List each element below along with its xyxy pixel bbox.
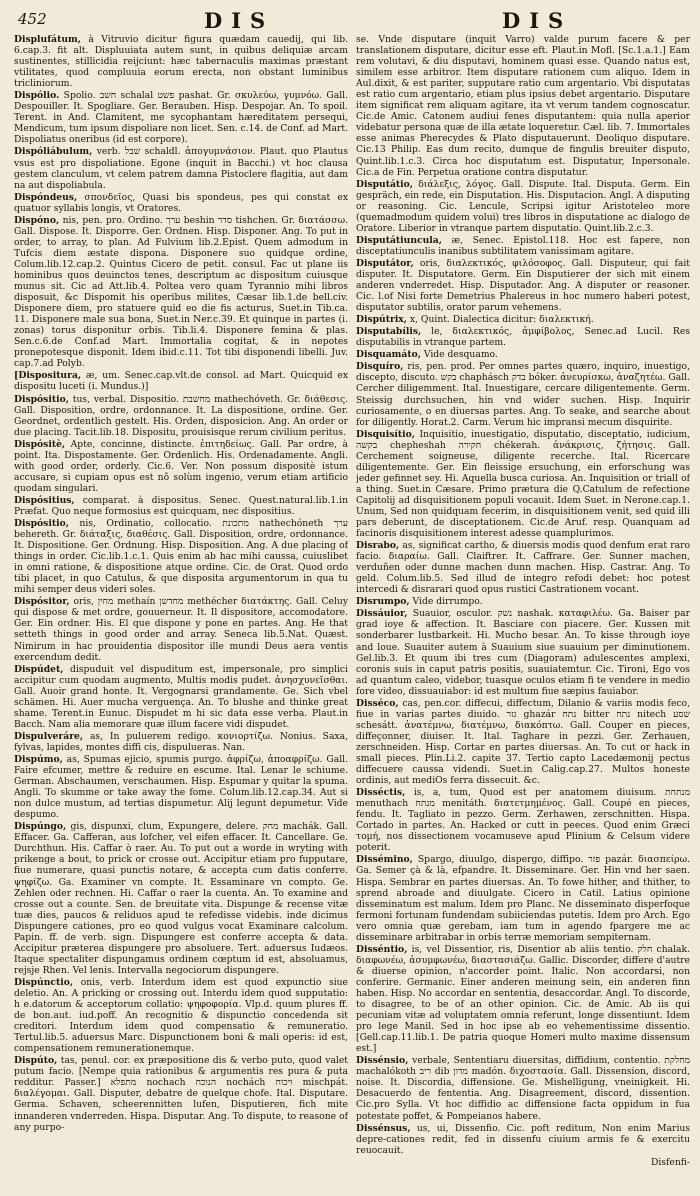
entry-headword: Disputátor, — [356, 257, 414, 269]
entry-headword: Disséctis, — [356, 787, 406, 799]
dictionary-entry — [14, 821, 348, 976]
dictionary-entry — [356, 258, 690, 313]
entry-headword: Dissénsio, — [356, 1055, 409, 1067]
entry-headword: Disputátiuncula, — [356, 234, 442, 246]
entry-text: oris, מחין methaín מחדשן methécher διατάκτης. Gall. Celuy qui dispose & met ordre, gouuerneur. It. Il dispositore, accomodatore. Ger. Ein ordner. His. El que dispone y pone en partes. Ang. He that setteth things in good order and array. Seneca lib.5.Nat. Quæst. Nimirum in hac prouidentia dispositor ille mundi Deus aera ventis exercendum dedit. — [14, 596, 348, 663]
dictionary-entry — [356, 361, 690, 427]
entry-text: tus, verbal. Dispositio. מחשבת mathechóveth. Gr. διάθεσις. Gall. Disposition, ordre, ordonnance. It. La dispositione, ordine. Ger. Geordnet, ordentlich gestelt. His. Orden, disposicion. Ang. An order or due placing. Tacit.lib.18. Dispositu, prouisisque rerum civilium peritus. — [14, 393, 348, 438]
entry-headword: Dispósitio, — [14, 518, 69, 530]
entry-text: us, ui, Dissenfio. Cic. poft reditum, Non enim Marius depre-cationes redit, fed in dissenfu ciuium armis fe & exercitu reuocauit. — [356, 1122, 690, 1156]
columns — [14, 34, 690, 1184]
entry-headword: Disquíro, — [356, 361, 404, 373]
entry-text: as, In puluerem redigo. κονιορτίζω. Nonius. Saxa, fylvas, lapides, montes diffi cis, dispulueras. Nan. — [14, 730, 348, 753]
dictionary-entry — [14, 518, 348, 595]
entry-headword: Dissémino, — [356, 854, 413, 866]
dictionary-entry — [356, 854, 690, 942]
dictionary-entry — [356, 179, 690, 234]
right-column — [356, 34, 690, 1184]
entry-text: nis, pen. pro. Ordino. ערך beshin סדר tishchen. Gr. διατάσσω. Gall. Dispose. It. Disporre. Ger. Ordnen. Hisp. Disponer. Ang. To put in order, to array, to plan. Ad Fulvium lib.2.Epist. Quem admodum in Tufcis diem æstate dispona. Disponere suo quidque ordine, Colum.lib.12.cap.2. Quintus Cicero de petit. consul. Fac ut plane iis hominibus quos deuinctos tenes, descriptum ac dispositum cuiusque munus sit. Cic ad Att.lib.4. Poltea vero quam Tyrannio mihi libros disposuit, &c Dispomit his operibus milites, Cæsar lib.1.de bell.civ. Disponere diem, pro statuere quid eo die fis acturus, Suet.in Tib.ca. 11. Disponere male sua bona, Suet.in Ner.c.39. Et quinque in partes (i. zonas) torus disponitur orbis. Tib.li.4. Disponere femina & plas. Sen.c.6.de Conf.ad Mart. Immortalia cogitat, & in nepotes pronepotesque disponit. Idem ibid.c.11. Tot tibi disponendi libelli. Juv. cap.7.ad Polyb. — [14, 214, 348, 370]
dictionary-entry — [14, 394, 348, 438]
entry-text: Apte, concinne, distincte. ἐπιτηδείως. Gall. Par ordre, à point. Ita. Dispostamente. Ger. Ordenlich. His. Ordenadamente. Angli. with good order, orderly. Cic.6. Ver. Non possum dispositè istum accusare, si cupiam opus est nõ solùm ingenio, verum etiam artificio quodam singulari. — [14, 438, 348, 494]
entry-headword: Disputátio, — [356, 178, 413, 190]
entry-text: verb. שבל schaldl. ἀπογυμνάσιον. Plaut. quo Plautus vsus est pro dispoliatione. Egone (inquit in Bacchi.) vt hoc clausa gestem clanculum, vt celem patrem damna Pistoclere flagitia, aut dam na aut dispoliabula. — [14, 146, 348, 191]
entry-headword: Disquisítio, — [356, 428, 415, 440]
entry-text: Vide desquamo. — [423, 349, 498, 361]
entry-text: as, Spumas ejicio, spumis purgo. ἀφρίζω, ἀποαφρίζω. Gall. Faire efcumer, mettre & reduire en escume. Ital. Lenar le schiume. German. Abschaumen, verschaumen. Hisp. Espumar y quitar la spuma. Angli. To skumme or take away the fome. Colum.lib.12.cap.34. Aut si non dulce mustum, ad tertias dispumetur. Alij legunt depumetur. Vide despumo. — [14, 754, 348, 821]
running-head-left: DIS — [204, 8, 275, 33]
entry-headword: Disquamáto, — [356, 349, 421, 361]
entry-text: le, διαλεκτικός, ἀμφίβολος, Senec.ad Lucil. Res disputabilis in vtranque partem. — [356, 326, 690, 349]
entry-text: διάλεξις, λόγος. Gall. Dispute. Ital. Disputa. Germ. Ein gespräch, ein rede, ein Disputation. His. Disputacion. Angl. A disputing or reasoning. Cic. Lencule, Scripsi igitur Aristoteleo more (quemadmodum quidem volui) tres libros in disputatione ac dialogo de Oratore. Liberior in vtranque partem disputatio. Quint.lib.2.c.3. — [356, 178, 690, 234]
entry-headword: Dispúmo, — [14, 754, 63, 765]
entry-headword: Dispósitio, — [14, 393, 69, 405]
entry-text: Suauior, osculor. נשק nashak. καταφιλέω. Ga. Baiser par grad ioye & affection. It. Basciare con piacere. Ger. Kussen mit sonderbarer lustbarkeit. Hi. Mucho besar. An. To kisse through ioye and loue. Suauiter autem à Suauium siue suauium per diminutionem. Gel.lib.3. Et quum ibi tres cum (Diagoram) adulescentes amplexi, coronis suis in caput patris positis, suauiatemtur. Cic. Tironi, Ego vos ad quantum caleo, videbor, tuasque oculos etiam fi te vendere in medio fore video, dissuauiabor: id est multum fiue sæpius fauiabor. — [356, 608, 690, 697]
entry-headword: Dispósitor, — [14, 596, 70, 608]
entry-headword: Dispólio. — [14, 90, 60, 102]
entry-headword: Dissénsus, — [356, 1122, 411, 1134]
entry-headword: Dispútrix, — [356, 314, 407, 326]
dictionary-entry — [356, 349, 690, 360]
entry-text: Spargo, diuulgo, dispergo, diffipo. פזר pazár. διασπείρω. Ga. Semer çà & là, efpandre. It. Disseminare. Ger. Hin vnd her saen. Hispa. Sembrar en partes diuersas. An. To fowe hither, and thither, to sprend abroade and diuulgate. Cicero in Catil. Latius opinione disseminatum est malum. Idem pro Planc. Ne disseminato disperfoque fermoni fortunam fundendam subiiciendas putetis. Idem pro Arch. Ego vero omnia quæ gerebam, iam tum in agendo fpargere me ac disseminare arbitrabar in orbis terræ memoriam sempiternam. — [356, 854, 690, 943]
entry-text: comparat. à dispositus. Senec. Quest.natural.lib.1.in Præfat. Quo neque formosius est quicquam, nec dispositius. — [14, 494, 348, 517]
entry-text: ris, pen. prod. Per omnes partes quæro, inquiro, inuestigo, discepto, discuto. בקש chaphásch בדק bóker. ἀνευρίσκω, ἀναζητέω. Gall. Cercher diligemment. Ital. Inuestigare, cercare diligentemente. Germ. Steissig durchsuchen, hin vnd wider suchen. Hisp. Inquirir curiosamente, o en diuersas partes. Ang. To seake, and searche about for diligently. Horat.2. Carm. Verum hic impransi mecum disquirite. — [356, 361, 690, 428]
dictionary-entry — [14, 731, 348, 753]
entry-text: x, Quint. Dialectica dicitur: διαλεκτική. — [409, 314, 594, 326]
page-header — [14, 8, 690, 34]
dictionary-entry — [356, 1123, 690, 1156]
dictionary-entry — [356, 314, 690, 325]
entry-headword: [Dispositura, — [14, 370, 82, 382]
dictionary-entry — [356, 540, 690, 595]
entry-text: verbale, Sententiaru diuersitas, diffidium, contentio. מחלקת machalókoth ריב dib מדון madón. διχοστασία. Gall. Dissension, discord, noise. It. Discordia, diffensione. Ge. Mishelligung, vneinigkeit. Hi. Desacuerdo de fententia. Ang. Disagreement, discord, dissention. Cic.pro Sylla. Vt hoc diffidio ac diffensione facta oppidum in fua potestate poffet, & Pompeianos habere. — [356, 1055, 690, 1122]
entry-headword: Displufátum, — [14, 34, 81, 45]
dictionary-entry — [356, 326, 690, 348]
dictionary-entry — [356, 596, 690, 607]
dictionary-entry — [14, 664, 348, 730]
dictionary-entry — [356, 787, 690, 853]
entry-text: gis, dispunxi, clum, Expungere, delere. מחק machák. Gall. Effacer. Ga. Cafferan, aus lofcher, vel eifen effacer. It. Cancellare. Ge. Durchthun. His. Caffar ò raer. Au. To put out a worde in wryting with prikenge a bout, to prick or crosse out. Accipitur etiam pro fupputare, fiue numerare, quasi punctis notare, & accepta cum datis conferre. ψηφίζω. Ga. Examiner vn compte. It. Essaminare vn compto. Ge. Zehlen oder rechnen. Hi. Caffar o raer la cuenta. An. To examine and crosse out a counte. Sen. de breuitate vita. Dispunge & recense vitæ tuæ dies, paucos & reliduos apud te refedisse videbis. inde dicimus Dispungere cationes, pro eo quod vulgus vocat Examinare calcolum. Papin. ff. de verb. sign. Dispungere est conferre accepta & data. Accipitur præterea dispungere pro absoluere. Tert. aduersus Iudæos. Itaque spectaliter dispungamus ordinem cœptum id est, absoluamus, rejsje Rhen. Vel lenis. Intervalla negociorum dispungere. — [14, 821, 348, 976]
dictionary-entry — [14, 596, 348, 662]
dictionary-entry — [356, 429, 690, 539]
page-number: 452 — [18, 10, 47, 28]
entry-headword: Dispulveráre, — [14, 730, 84, 742]
entry-text: æ, um. Senec.cap.vlt.de consol. ad Mart. Quicquid ex dispositu luceti (i. Mundus.)] — [14, 370, 348, 393]
entry-text: Vide dirrumpo. — [412, 596, 483, 608]
entry-text: se. Vnde disputare (inquit Varro) valde purum facere & per translationem disputare, dicitur esse eft. Plaut.in Mofl. [Sc.1.a.1.] Eam rem volutavi, & diu disputavi, hominem quasi esse. Quando natus est, similem esse arbitror. Item disputare rationem cum aliquo. Idem in Aul.dixit, & est pariter, supputare ratio cum argentario. Vbi disputatas est ratio cum argentario, etiam plus ipsius debet argentario. Disputare item significat rem aliquam agitare, ita vt verum tandem cognoscatur. Cic.de Amic. Catonem audiui fenes disputantem: quia nulla aperior videbatur persona quæ de illa ætate loqueretur. Cæl. lib. 7. Immortales esse animas Pherecydes & Plato disputauerunt. Deoliquo disputare. Cic.13 Philip. Eas dum recito, dumque de fingulis breuiter disputo, Quint.lib.1.c.3. Circa hoc disputatum est. Disputatur, Inpersonale. Cic.a de Fin. Perpetua oratione contra disputatur. — [356, 34, 690, 178]
dictionary-entry — [14, 370, 348, 392]
dictionary-entry — [14, 34, 348, 89]
dictionary-entry — [14, 192, 348, 214]
entry-text: is, vel Dissentior, ris, Disentior ab aliis tentio. חלק chalak. διαφωνέω, ἀσυμφωνέω, διαστασιάζω. Gallic. Discorder, differe d'autre & diuerse opinion, n'accorder point. Italic. Non accordarsi, non conferire. Germanic. Einer anderen meinung sein, ein anderen finn haben. Hisp. No accordar en sententia, desaccordar. Angl. To discorde, to disagree, to be of an other opinion. Cic. de Amic. Ab iis qui pecuniam vitæ ad voluptatem omnia referunt, longe dissentiunt. Idem pro lege Manil. Sed in hoc ipse ab eo vehementissime dissentio. [Gell.cap.11.lib.1. De patria quoque Homeri multo maxime dissensum est.] — [356, 943, 690, 1055]
entry-headword: Disputabílis, — [356, 326, 422, 338]
entry-text: oris, διαλεκτικός, φιλόσοφος. Gall. Disputeur, qui fait disputer. It. Disputatore. Germ. Ein Disputierer der sich mit einem anderen vnderredet. Hisp. Disputador. Ang. A disputer or reasoner. Cic. l.of Nisi forte Demetrius Phalereus in hoc numero haberi potest, disputator subtilis, orator parum vehemens. — [356, 257, 690, 314]
dictionary-entry — [356, 608, 690, 696]
dictionary-entry — [14, 754, 348, 820]
entry-text: à Vitruvio dicitur figura quædam cauedij, qui lib. 6.cap.3. fit alt. Displuuiata autem sunt, in quibus deliquiæ arcam sustinentes, stillicidia reijciunt: hæc tabernaculis maximas præstant vtilitates, quod compluuia eorum erecta, non obstant luminibus tricliniorum. — [14, 34, 348, 90]
entry-text: onis, verb. Interdum idem est quod expunctio siue deletio. An. A pricking or crossing out. Interdu idem quod supputatio: h e.datorum & acceptorum collatio: ψηφοφορία. Vlp.d. quum plures ff. de bon.aut. iud.poff. An recognitio & dispunctio concedenda sit creditori. Interdum idem quod compensatio & remuneratio. Tertul.lib.5. aduersus Marc. Dispunctionem boni & mali operis: id est, compensationem remunerationemque. — [14, 976, 348, 1055]
entry-headword: Dispóno, — [14, 214, 60, 226]
catchword: Disfenfi- — [650, 1156, 690, 1168]
entry-headword: Dispóliábulum, — [14, 146, 93, 158]
entry-text: σπονδεῖος, Quasi bis spondeus, pes qui constat ex quatuor syllabis longis, vt Oratores. — [14, 191, 348, 214]
entry-text: as, significat cartho, & diuersis modis quod denfum erat raro facio. διαραίω. Gall. Claiftrer. It. Caffrare. Ger. Sunner machen, verduñen oder dunne machen dunn machen. Hisp. Castrar. Ang. To geld. Colum.lib.5. Sed illud de integro refodi debet: hoc potest intercedi & disrarari quod opus rustici Castrationem vocant. — [356, 540, 690, 596]
entry-text: nis, Ordinatio, collocatio. מתכונת nathechóneth ערך behereth. Gr. διάταξις, διαθέσις. Gall. Disposition, ordre, ordonnance. It. Dispositione. Ger. Ordnung. Hisp. Disposition. Ang. A due placing of things in order. Cic.lib.1.c.1. Quis enim ab hac mihi caussa, cuiuslibet in omni ratione, & dispositione atque ordine. Cic. de Orat. Quod ordo tibi placet, in quo Catulus, & que disposita argumentorum in qua tu mihi semper deus videri soles. — [14, 518, 348, 596]
entry-headword: Dispúdet, — [14, 663, 64, 675]
entry-text: tas, penul. cor. ex præpositione dis & verbo puto, quod valet putum facio. [Nempe quia rationibus & argumentis res pura & puta redditur. Passer.] מתפלא nochach הנוכח nochách ויכוח mischpát. διαλέγομαι. Gall. Disputer, debatre de quelque chofe. Ital. Disputare. Germa. Schaven, scheerennitten lufen, Disputieren, fich mite innanderen vnderreden. Hispa. Disputar. Ang. To dispute, to reasone of any purpo- — [14, 1055, 348, 1133]
left-column — [14, 34, 348, 1184]
entry-text: dispuduit vel dispuditum est, impersonale, pro simplici accipitur cum quodam augmento, Multis modis pudet. ἀνησχυνεῖσθαι. Gall. Auoir grand honte. It. Vergognarsi grandamente. Ge. Sich vbel schämen. Hi. Auer mucha verguença. An. To blushe and thinke great shame. Terent.in Eunuc. Dispudet m hi sic data esse verba. Plaut.in Bacch. Nam alia memorare quæ illum facere vidi dispudet. — [14, 663, 348, 730]
entry-text: cas, pen.cor. diffecui, diffectum, Dilanio & variis modis feco, fiue in varias partes diuido. גזר ghazár נתח bitter נתח nitech שסע schesátt. ἀνατέμνω, διατέμνω, διακόπτω. Gall. Couper en pieces, diffeçonner, diuiser. It. Ital. Taghare in pezzi. Ger. Zerhauen, zerschneiden. Hisp. Cortar en partes diuersas. An. To cut or hack in small pieces. Plin.Li.2. capite 37. Tertio capto Lacedæmonij pectus diffecuere caussa videndi. Suet.in Calig.cap.27. Multos honeste ordinis, aut mediOs ferra dissecuit. &c. — [356, 697, 690, 787]
entry-headword: Disséco, — [356, 697, 399, 709]
entry-headword: Dispósitè, — [14, 438, 66, 450]
entry-text: is, a, tum, Quod est per anatomem diuisum. מנתחת menuthach מנתח menitáth. διατετμημένος. Gall. Coupé en pieces, fendu. It. Tagliato in pezzo. Germ. Zerhawen, zerschnitten. Hispa. Cortado in partes. An. Hacked or cutt in peeces. Quod enim Græci τομή, nos dissectionem vocamuseve apud Plinium & Celsum videre poterit. — [356, 787, 690, 854]
entry-headword: Disséntio, — [356, 943, 408, 955]
entry-headword: Dispósitius, — [14, 494, 75, 506]
entry-text: æ, Senec. Epistol.118. Hoc est fapere, non disceptatiunculis inanibus subtilitatem vanissimam agitare. — [356, 234, 690, 257]
dictionary-entry — [356, 1055, 690, 1121]
entry-headword: Dispúnctio, — [14, 976, 74, 988]
entry-headword: Dispúto, — [14, 1055, 58, 1067]
dictionary-entry — [14, 146, 348, 190]
dictionary-entry — [14, 215, 348, 370]
entry-text: Inquisitio, inuestigatio, disputatio, disceptatio, iudicium, בקשה chepheshah חקירה chékerah. ἀνάκρισις, ζήτησις. Gall. Cerchement soigneuse, diligente recerche. Ital. Ricercare diligentemente. Ger. Ein fleissige ersuchung, ein erforschung was jeder gefinnet sey. Hi. Aquella busca curiosa. An. Inquisition or triall of a thing. Suet.in Cæsare. Primo prætura die Q.Catulum de refectione Capitolij ad disquisitionem populi vocauit. Idem Suet. in Nerone.cap.1. Unum, Sed non quidquam fecerim, in disquisitionem venit, sed quid illi pars deberunt, de disceptationem. Cic.de Aruf. resp. Quanquam ad facinoris disquisitionem interest adesse quamplurimos. — [356, 428, 690, 540]
entry-headword: Disrumpo, — [356, 596, 410, 608]
dictionary-entry — [14, 977, 348, 1054]
entry-headword: Dissáuior, — [356, 608, 408, 620]
dictionary-entry — [356, 34, 690, 178]
dictionary-entry — [356, 698, 690, 786]
entry-headword: Disrabo, — [356, 540, 400, 552]
dictionary-entry — [14, 1055, 348, 1132]
dictionary-entry — [14, 439, 348, 494]
dictionary-entry — [356, 235, 690, 257]
dictionary-entry — [14, 495, 348, 517]
entry-text: Spolio. חשב schalal פשט pashat. Gr. σκυλεύω, γυμνόω. Gall. Despouiller. It. Spogliare. Ger. Berauben. Hisp. Despojar. An. To spoil. Terent. in And. Clamitent, me sycophantam hæreditatem persequi, Mendicum, tum ipsum dispoliare non licet. Sen. c.14. de Conf. ad Mart. Dispoliatus oneribus (id est corpore). — [14, 90, 348, 146]
running-head-right: DIS — [502, 8, 573, 33]
dictionary-entry — [356, 944, 690, 1054]
entry-headword: Dispóndeus, — [14, 191, 78, 203]
dictionary-entry — [14, 90, 348, 145]
entry-headword: Dispúngo, — [14, 821, 67, 833]
